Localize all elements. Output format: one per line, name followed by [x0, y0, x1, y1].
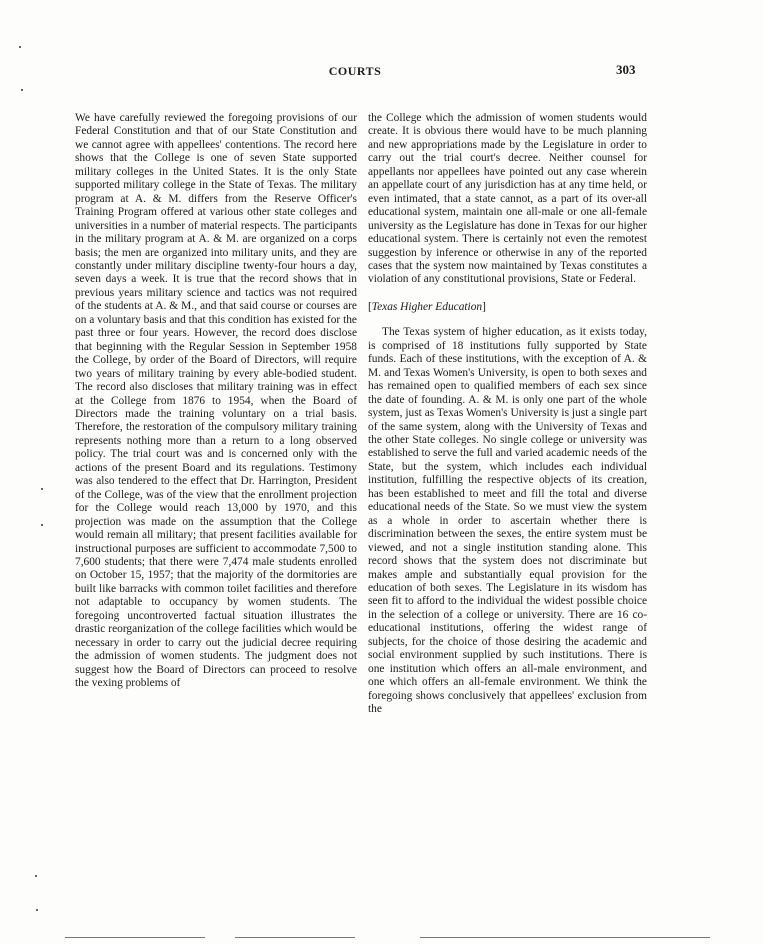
- right-column: [368, 112, 647, 716]
- section-heading: [368, 301, 647, 314]
- page-number: 303: [616, 62, 636, 77]
- scan-speck: [19, 46, 21, 48]
- scan-edge-line: [420, 937, 710, 938]
- paragraph-review: We have carefully reviewed the foregoing provisions of our Federal Constitution and that of our State Constitution and we cannot agree with appellees' contentions. The record here shows that the College is one of seven State supported military colleges in the United States. It is the only State supported military college in the State of Texas. The military program at A. & M. differs from the Reserve Officer's Training Program offered at various other state colleges and universities in a number of material respects. The participants in the military program at A. & M. are organized on a corps basis; the men are organized into military units, and they are constantly under military discipline twenty-four hours a day, seven days a week. It is true that the record shows that in previous years military science and tactics was not required of the students at A. & M., and that said course or courses are on a voluntary basis and that this condition has existed for the past three or four years. However, the record does disclose that beginning with the Regular Session in September 1958 the College, by order of the Board of Directors, will require two years of military training by every able-bodied student. The record also discloses that military training was in effect at the College from 1876 to 1954, when the Board of Directors made the training voluntary on a trial basis. Therefore, the restoration of the compulsory military training represents nothing more than a return to a long observed policy. The trial court was and is concerned only with the actions of the present Board and its regulations. Testimony was also tendered to the effect that Dr. Harrington, President of the College, was of the view that the enrollment projection for the College would reach 13,000 by 1970, and this projection was made on the assumption that the College would remain all military; that present facilities available for instructional purposes are sufficient to accommodate 7,500 to 7,600 students; that there were 7,474 male students enrolled on October 15, 1957; that the majority of the dormitories are built like barracks with common toilet facilities and therefore not adaptable to occupancy by women students. The foregoing uncontroverted factual situation illustrates the drastic reorganization of the college facilities which would be necessary in order to carry out the judicial decree requiring the admission of women students. The judgment does not suggest how the Board of Directors can proceed to resolve the vexing problems of: [75, 112, 357, 690]
- scan-speck: [35, 875, 37, 877]
- scan-speck: [41, 524, 43, 526]
- heading-bracket-close: ]: [482, 300, 486, 313]
- scan-speck: [41, 488, 43, 490]
- paragraph-continuation: the College which the admission of women students would create. It is obvious there would have to be much planning and new appropriations made by the Legislature in order to carry out the trial court's decree. Neither counsel for appellants nor appellees have pointed out any case wherein an appellate court of any jurisdiction has at any time held, or even intimated, that a state cannot, as a part of its over-all educational system, maintain one all-male or one all-female university as the Legislature has done in Texas for our higher educational system. There is certainly not even the remotest suggestion by inference or otherwise in any of the reported cases that the system now maintained by Texas constitutes a violation of any constitutional provisions, State or Federal.: [368, 112, 647, 286]
- scan-edge-line: [235, 937, 355, 938]
- scan-edge-line: [65, 937, 205, 938]
- running-header-title: COURTS: [328, 64, 382, 78]
- left-column: [75, 112, 357, 690]
- scan-speck: [36, 909, 38, 911]
- heading-text: Texas Higher Education: [371, 300, 483, 313]
- scan-speck: [21, 89, 23, 91]
- heading-bracket-open: [: [368, 300, 372, 313]
- paragraph-higher-education: The Texas system of higher education, as it exists today, is comprised of 18 institutions fully supported by State funds. Each of these institutions, with the exception of A. & M. and Texas Women's University, is open to both sexes and has remained open to qualified members of each sex since the date of founding. A. & M. is only one part of the whole system, just as Texas Women's University is just a single part of the same system, along with the University of Texas and the other State colleges. No single college or university was established to serve the full and varied academic needs of the State, but the system, which includes each individual institution, fulfilling the respective objects of its creation, has been established to meet and fill the total and diverse educational needs of the State. So we must view the system as a whole in order to ascertain whether there is discrimination between the sexes, the entire system must be viewed, and not a single institution standing alone. This record shows that the system does not discriminate but makes ample and substantially equal provision for the education of both sexes. The Legislature in its wisdom has seen fit to afford to the individual the widest possible choice in the selection of a college or university. There are 16 co-educational institutions, offering the widest range of subjects, for the choice of those desiring the academic and social environment supplied by such institutions. There is one institution which offers an all-male environment, and one which offers an all-female environment. We think the foregoing shows conclusively that appellees' exclusion from the: [368, 326, 647, 716]
